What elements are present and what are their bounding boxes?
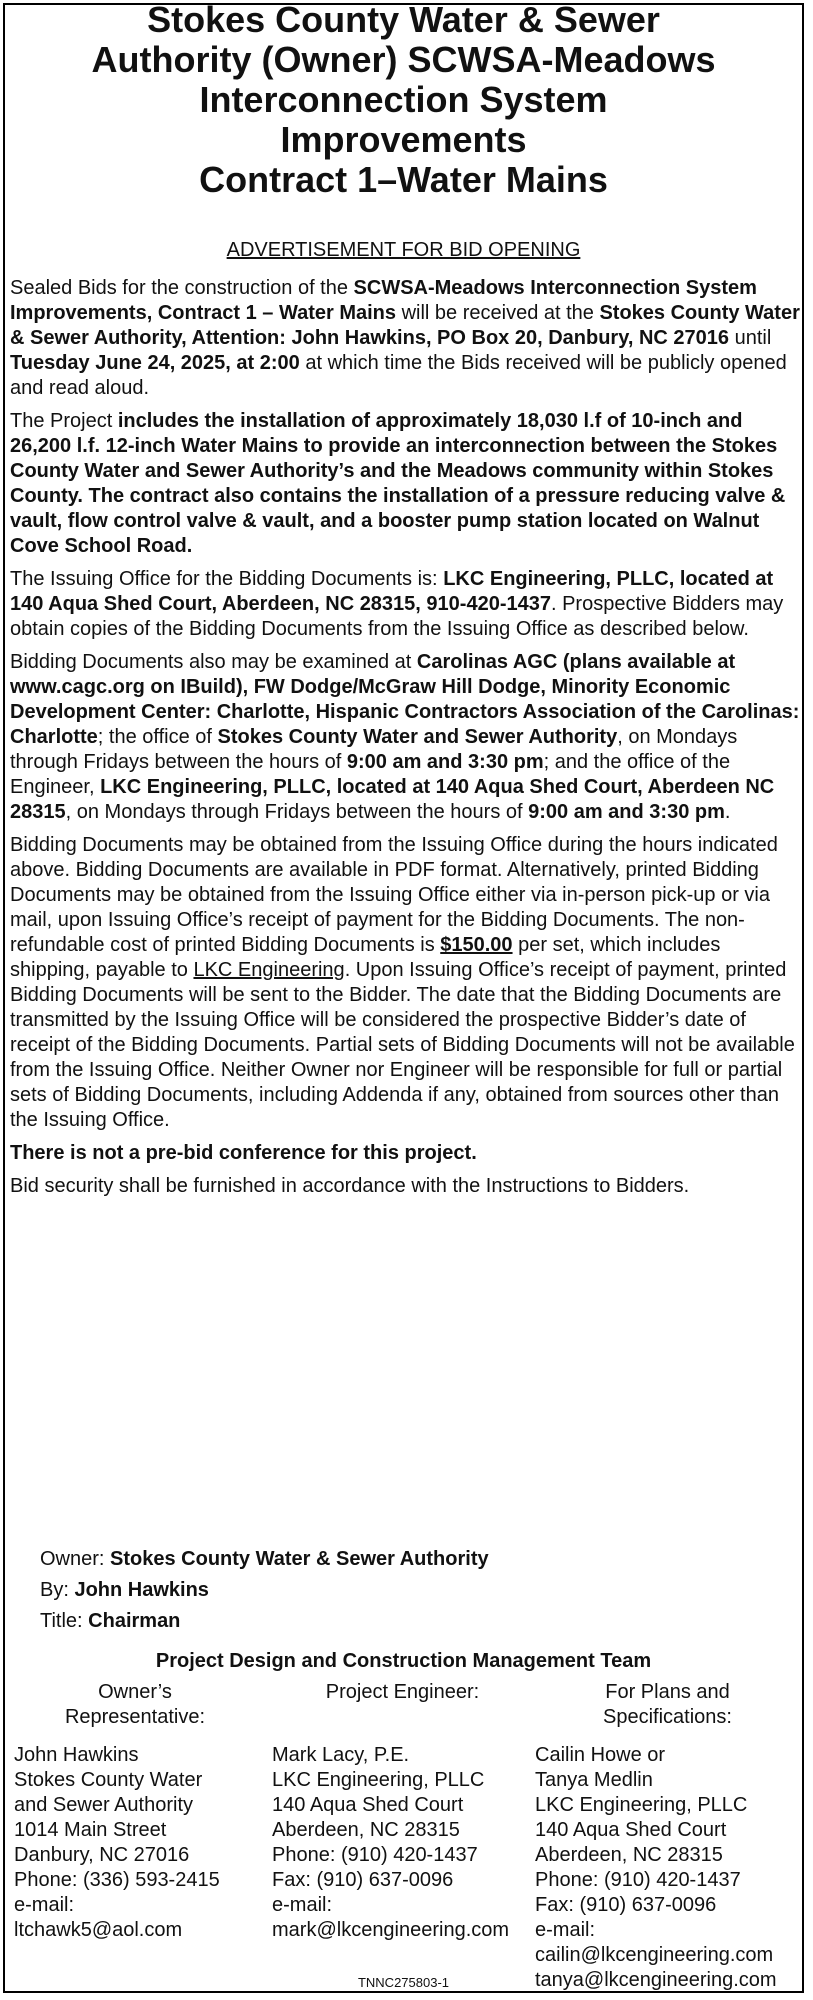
owner-rep-contact: John Hawkins Stokes County Water and Sewer Authority 1014 Main Street Danbury, NC 27016 Phone: (336) 593-2415 e-mail: ltchawk5@aol.com xyxy=(14,1744,220,1941)
by-value: John Hawkins xyxy=(74,1579,209,1601)
plans-header: For Plans and Specifications: xyxy=(603,1681,732,1728)
engineer-contact: Mark Lacy, P.E. LKC Engineering, PLLC 140 Aqua Shed Court Aberdeen, NC 28315 Phone: (910) 420-1437 Fax: (910) 637-0096 e-mail: mark@lkcengineering.com xyxy=(272,1744,510,1941)
paragraph-bid-security: Bid security shall be furnished in accordance with the Instructions to Bidders. xyxy=(10,1175,690,1197)
text: The Project xyxy=(10,410,118,432)
bold-text: Stokes County Water & Sewer Authority, Attention: John Hawkins, PO Box 20, Danbury, NC 27016 xyxy=(10,302,800,349)
plans-contact: Cailin Howe or Tanya Medlin LKC Engineering, PLLC 140 Aqua Shed Court Aberdeen, NC 28315 Phone: (910) 420-1437 Fax: (910) 637-0096 e-mail: cailin@lkcengineering.com tanya@lkcengineering.com xyxy=(535,1744,777,1991)
paragraph-issuing-office xyxy=(10,567,802,642)
text: . Upon Issuing Office’s receipt of payment, printed Bidding Documents will be sent to the Bidder. The date that the Bidding Documents are transmitted by the Issuing Office will be considered the prospective Bidder’s date of receipt of the Bidding Documents. Partial sets of Bidding Documents will not be available from the Issuing Office. Neither Owner nor Engineer will be responsible for full or partial sets of Bidding Documents, including Addenda if any, obtained from sources other than the Issuing Office. xyxy=(10,959,795,1131)
notice-body xyxy=(10,276,802,1207)
bold-text: includes the installation of approximately 18,030 l.f of 10-inch and 26,200 l.f. 12-inch Water Mains to provide an interconnection between the Stokes County Water and Sewer Authority’s and the Meadows community within Stokes County. The contract also contains the installation of a pressure reducing valve & vault, flow control valve & vault, and a booster pump station located on Walnut Cove School Road. xyxy=(10,410,786,557)
signature-block xyxy=(40,1544,489,1637)
text: at which time the Bids received will be publicly opened and read aloud. xyxy=(10,352,787,399)
owner-value: Stokes County Water & Sewer Authority xyxy=(110,1548,489,1570)
document-cost: $150.00 xyxy=(440,934,513,956)
text: ; the office of xyxy=(97,726,218,748)
paragraph-no-prebid: There is not a pre-bid conference for this project. xyxy=(10,1142,477,1164)
bold-text: 9:00 am and 3:30 pm xyxy=(528,801,725,823)
text: , on Mondays through Fridays between the hours of xyxy=(10,726,738,773)
notice-title xyxy=(3,0,804,200)
ad-code: TNNC275803-1 xyxy=(357,1975,450,1990)
text: ; and the office of the Engineer, xyxy=(10,751,731,798)
text: The Issuing Office for the Bidding Documents is: xyxy=(10,568,444,590)
bold-text: LKC Engineering, PLLC, located at 140 Aqua Shed Court, Aberdeen, NC 28315, 910-420-1437 xyxy=(10,568,774,615)
paragraph-sealed-bids xyxy=(10,276,802,401)
title-line: Interconnection System xyxy=(199,79,608,120)
text: Sealed Bids for the construction of the xyxy=(10,277,354,299)
title-line: Improvements xyxy=(280,119,527,160)
title-line: Authority (Owner) SCWSA-Meadows xyxy=(91,39,716,80)
advertisement-heading: ADVERTISEMENT FOR BID OPENING xyxy=(226,239,581,261)
bid-date: Tuesday June 24, 2025, at 2:00 xyxy=(10,352,300,374)
text: . xyxy=(724,801,731,823)
bold-text: LKC Engineering, PLLC, located at 140 Aqua Shed Court, Aberdeen NC 28315 xyxy=(10,776,775,823)
by-label: By: xyxy=(40,1579,75,1601)
bold-text: Carolinas AGC (plans available at www.cagc.org on IBuild), FW Dodge/McGraw Hill Dodge, Minority Economic Development Center: Charlotte, Hispanic Contractors Association of the Carolinas: Charlotte xyxy=(10,651,800,748)
paragraph-project-scope xyxy=(10,409,802,559)
title-line: Contract 1–Water Mains xyxy=(199,159,608,200)
bold-text: Stokes County Water and Sewer Authority xyxy=(217,726,618,748)
owner-line xyxy=(40,1544,489,1575)
owner-rep-header: Owner’s Representative: xyxy=(64,1681,206,1728)
bold-text: 9:00 am and 3:30 pm xyxy=(346,751,544,773)
paragraph-obtaining-documents xyxy=(10,833,802,1133)
text: Bidding Documents may be obtained from the Issuing Office during the hours indicated above. Bidding Documents are available in PDF format. Alternatively, printed Bidding Documents may be obtained from the Issuing Office either via in-person pick-up or via mail, upon Issuing Office’s receipt of payment for the Bidding Documents. The non-refundable cost of printed Bidding Documents is xyxy=(10,834,778,956)
text: will be received at the xyxy=(396,302,600,324)
by-line xyxy=(40,1575,489,1606)
bold-text: SCWSA-Meadows Interconnection System Improvements, Contract 1 – Water Mains xyxy=(10,277,757,324)
owner-label: Owner: xyxy=(40,1548,111,1570)
text: Bidding Documents also may be examined at xyxy=(10,651,417,673)
title-value: Chairman xyxy=(88,1610,181,1632)
title-label: Title: xyxy=(40,1610,89,1632)
text: . Prospective Bidders may obtain copies of the Bidding Documents from the Issuing Office as described below. xyxy=(10,593,784,640)
title-line-sig xyxy=(40,1606,489,1637)
title-line: Stokes County Water & Sewer xyxy=(147,0,660,40)
text: per set, which includes shipping, payable to xyxy=(10,934,721,981)
paragraph-examination-locations xyxy=(10,650,802,825)
engineer-header: Project Engineer: xyxy=(325,1681,480,1703)
text: until xyxy=(729,327,772,349)
team-heading: Project Design and Construction Management Team xyxy=(155,1650,652,1672)
payee-name: LKC Engineering xyxy=(193,959,345,981)
text: , on Mondays through Fridays between the hours of xyxy=(65,801,529,823)
